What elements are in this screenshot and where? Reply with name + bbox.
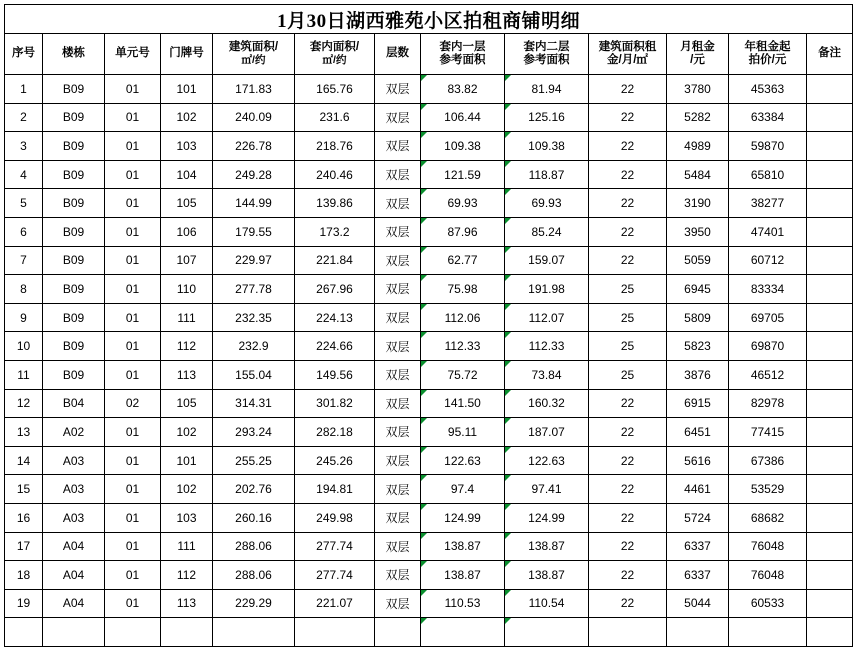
cell-gross-area[interactable]: 288.06 — [213, 561, 295, 590]
cell-door[interactable]: 101 — [161, 446, 213, 475]
column-header-unit: 单元号 — [105, 34, 161, 75]
cell-door[interactable]: 102 — [161, 103, 213, 132]
cell-remark[interactable] — [807, 75, 853, 104]
cell-annual-start-price[interactable]: 60712 — [729, 246, 807, 275]
cell-floors[interactable]: 双层 — [375, 303, 421, 332]
cell-rent-per-sqm[interactable]: 25 — [589, 360, 667, 389]
cell-floors[interactable]: 双层 — [375, 275, 421, 304]
cell-unit[interactable]: 01 — [105, 418, 161, 447]
cell-floor2-area[interactable]: 109.38 — [505, 132, 589, 161]
cell-unit[interactable]: 01 — [105, 589, 161, 618]
cell-building[interactable]: B09 — [43, 103, 105, 132]
cell-building[interactable]: A03 — [43, 475, 105, 504]
cell-monthly-rent[interactable]: 4989 — [667, 132, 729, 161]
cell-remark[interactable] — [807, 532, 853, 561]
cell-annual-start-price[interactable]: 38277 — [729, 189, 807, 218]
cell-unit[interactable]: 01 — [105, 217, 161, 246]
cell-seq[interactable]: 11 — [5, 360, 43, 389]
cell-floor1-area[interactable]: 121.59 — [421, 160, 505, 189]
cell-floor2-area[interactable]: 124.99 — [505, 503, 589, 532]
cell-annual-start-price[interactable]: 69705 — [729, 303, 807, 332]
cell-floor1-area[interactable]: 141.50 — [421, 389, 505, 418]
cell-rent-per-sqm[interactable]: 22 — [589, 189, 667, 218]
cell-inner-area[interactable]: 249.98 — [295, 503, 375, 532]
cell-door[interactable]: 103 — [161, 132, 213, 161]
cell-gross-area[interactable]: 226.78 — [213, 132, 295, 161]
cell-seq[interactable]: 15 — [5, 475, 43, 504]
cell-rent-per-sqm[interactable]: 22 — [589, 446, 667, 475]
column-header-building: 楼栋 — [43, 34, 105, 75]
cell-building[interactable]: A03 — [43, 446, 105, 475]
cell-floor1-area[interactable]: 97.4 — [421, 475, 505, 504]
cell-inner-area[interactable]: 240.46 — [295, 160, 375, 189]
cell-monthly-rent[interactable]: 5282 — [667, 103, 729, 132]
cell-floor1-area[interactable]: 138.87 — [421, 532, 505, 561]
cell-annual-start-price[interactable] — [729, 618, 807, 647]
cell-floor2-area[interactable]: 69.93 — [505, 189, 589, 218]
cell-rent-per-sqm[interactable]: 25 — [589, 275, 667, 304]
cell-floor1-area[interactable] — [421, 618, 505, 647]
cell-seq[interactable]: 5 — [5, 189, 43, 218]
table-row[interactable] — [5, 360, 853, 389]
cell-remark[interactable] — [807, 446, 853, 475]
cell-annual-start-price[interactable]: 53529 — [729, 475, 807, 504]
cell-inner-area[interactable]: 149.56 — [295, 360, 375, 389]
cell-inner-area[interactable]: 282.18 — [295, 418, 375, 447]
cell-rent-per-sqm[interactable] — [589, 618, 667, 647]
cell-gross-area[interactable]: 229.29 — [213, 589, 295, 618]
cell-inner-area[interactable]: 194.81 — [295, 475, 375, 504]
cell-building[interactable]: B09 — [43, 160, 105, 189]
cell-monthly-rent[interactable]: 4461 — [667, 475, 729, 504]
column-header-seq: 序号 — [5, 34, 43, 75]
page-title: 1月30日湖西雅苑小区拍租商铺明细 — [5, 5, 853, 34]
cell-annual-start-price[interactable]: 67386 — [729, 446, 807, 475]
cell-seq[interactable] — [5, 618, 43, 647]
cell-unit[interactable]: 01 — [105, 303, 161, 332]
cell-floors[interactable]: 双层 — [375, 503, 421, 532]
cell-inner-area[interactable]: 277.74 — [295, 532, 375, 561]
cell-floor1-area[interactable]: 109.38 — [421, 132, 505, 161]
cell-annual-start-price[interactable]: 68682 — [729, 503, 807, 532]
cell-annual-start-price[interactable]: 59870 — [729, 132, 807, 161]
cell-gross-area[interactable]: 293.24 — [213, 418, 295, 447]
cell-floors[interactable]: 双层 — [375, 332, 421, 361]
table-row[interactable] — [5, 503, 853, 532]
cell-seq[interactable]: 12 — [5, 389, 43, 418]
cell-unit[interactable]: 01 — [105, 446, 161, 475]
cell-building[interactable]: B09 — [43, 360, 105, 389]
cell-rent-per-sqm[interactable]: 22 — [589, 475, 667, 504]
cell-floor1-area[interactable]: 87.96 — [421, 217, 505, 246]
cell-remark[interactable] — [807, 132, 853, 161]
cell-seq[interactable]: 19 — [5, 589, 43, 618]
cell-inner-area[interactable]: 267.96 — [295, 275, 375, 304]
table-row[interactable] — [5, 103, 853, 132]
cell-remark[interactable] — [807, 360, 853, 389]
table-row[interactable] — [5, 303, 853, 332]
cell-annual-start-price[interactable]: 63384 — [729, 103, 807, 132]
cell-floor1-area[interactable]: 124.99 — [421, 503, 505, 532]
cell-remark[interactable] — [807, 332, 853, 361]
cell-floor1-area[interactable]: 75.72 — [421, 360, 505, 389]
cell-gross-area[interactable]: 255.25 — [213, 446, 295, 475]
rental-shops-table — [4, 4, 853, 647]
cell-monthly-rent[interactable]: 3876 — [667, 360, 729, 389]
cell-floor2-area[interactable]: 97.41 — [505, 475, 589, 504]
cell-inner-area[interactable]: 221.07 — [295, 589, 375, 618]
cell-floors[interactable]: 双层 — [375, 75, 421, 104]
cell-floors[interactable]: 双层 — [375, 189, 421, 218]
cell-building[interactable]: A03 — [43, 503, 105, 532]
table-row[interactable] — [5, 389, 853, 418]
table-title-row — [5, 5, 853, 34]
cell-floor1-area[interactable]: 83.82 — [421, 75, 505, 104]
cell-door[interactable]: 105 — [161, 389, 213, 418]
cell-rent-per-sqm[interactable]: 22 — [589, 132, 667, 161]
cell-seq[interactable]: 1 — [5, 75, 43, 104]
cell-annual-start-price[interactable]: 77415 — [729, 418, 807, 447]
cell-seq[interactable]: 2 — [5, 103, 43, 132]
cell-inner-area[interactable]: 301.82 — [295, 389, 375, 418]
column-header-inner-area: 套内面积/ ㎡/约 — [295, 34, 375, 75]
cell-floor1-area[interactable]: 112.06 — [421, 303, 505, 332]
table-row[interactable] — [5, 589, 853, 618]
cell-seq[interactable]: 9 — [5, 303, 43, 332]
cell-building[interactable] — [43, 618, 105, 647]
cell-unit[interactable]: 02 — [105, 389, 161, 418]
cell-building[interactable]: A02 — [43, 418, 105, 447]
cell-door[interactable]: 113 — [161, 360, 213, 389]
cell-monthly-rent[interactable]: 3780 — [667, 75, 729, 104]
cell-monthly-rent[interactable]: 6915 — [667, 389, 729, 418]
cell-floors[interactable] — [375, 618, 421, 647]
cell-annual-start-price[interactable]: 45363 — [729, 75, 807, 104]
cell-floor1-area[interactable]: 62.77 — [421, 246, 505, 275]
cell-floors[interactable]: 双层 — [375, 446, 421, 475]
cell-monthly-rent[interactable]: 5484 — [667, 160, 729, 189]
cell-floor2-area[interactable]: 187.07 — [505, 418, 589, 447]
cell-unit[interactable] — [105, 618, 161, 647]
table-row[interactable] — [5, 189, 853, 218]
cell-unit[interactable]: 01 — [105, 360, 161, 389]
cell-unit[interactable]: 01 — [105, 275, 161, 304]
cell-door[interactable]: 104 — [161, 160, 213, 189]
table-row[interactable] — [5, 160, 853, 189]
cell-building[interactable]: B09 — [43, 303, 105, 332]
cell-inner-area[interactable]: 139.86 — [295, 189, 375, 218]
cell-remark[interactable] — [807, 418, 853, 447]
cell-gross-area[interactable] — [213, 618, 295, 647]
table-row[interactable] — [5, 275, 853, 304]
cell-unit[interactable]: 01 — [105, 503, 161, 532]
cell-monthly-rent[interactable]: 5724 — [667, 503, 729, 532]
cell-rent-per-sqm[interactable]: 22 — [589, 589, 667, 618]
cell-floor1-area[interactable]: 95.11 — [421, 418, 505, 447]
cell-floors[interactable]: 双层 — [375, 532, 421, 561]
cell-door[interactable] — [161, 618, 213, 647]
table-row[interactable] — [5, 332, 853, 361]
cell-floors[interactable]: 双层 — [375, 360, 421, 389]
cell-floor1-area[interactable]: 75.98 — [421, 275, 505, 304]
cell-gross-area[interactable]: 202.76 — [213, 475, 295, 504]
cell-seq[interactable]: 3 — [5, 132, 43, 161]
cell-gross-area[interactable]: 277.78 — [213, 275, 295, 304]
cell-floor2-area[interactable]: 122.63 — [505, 446, 589, 475]
column-header-annual-start-price: 年租金起 拍价/元 — [729, 34, 807, 75]
column-header-floor1-area: 套内一层 参考面积 — [421, 34, 505, 75]
cell-monthly-rent[interactable]: 3950 — [667, 217, 729, 246]
cell-seq[interactable]: 18 — [5, 561, 43, 590]
cell-remark[interactable] — [807, 303, 853, 332]
cell-gross-area[interactable]: 232.35 — [213, 303, 295, 332]
cell-unit[interactable]: 01 — [105, 75, 161, 104]
cell-floor2-area[interactable]: 112.33 — [505, 332, 589, 361]
column-header-gross-area: 建筑面积/ ㎡/约 — [213, 34, 295, 75]
cell-floor1-area[interactable]: 122.63 — [421, 446, 505, 475]
cell-floor1-area[interactable]: 106.44 — [421, 103, 505, 132]
cell-gross-area[interactable]: 249.28 — [213, 160, 295, 189]
cell-inner-area[interactable]: 277.74 — [295, 561, 375, 590]
cell-remark[interactable] — [807, 275, 853, 304]
cell-unit[interactable]: 01 — [105, 475, 161, 504]
cell-gross-area[interactable]: 179.55 — [213, 217, 295, 246]
cell-floors[interactable]: 双层 — [375, 389, 421, 418]
cell-monthly-rent[interactable]: 5809 — [667, 303, 729, 332]
table-header-row — [5, 34, 853, 75]
table-row[interactable] — [5, 246, 853, 275]
table-row[interactable] — [5, 561, 853, 590]
cell-seq[interactable]: 8 — [5, 275, 43, 304]
cell-annual-start-price[interactable]: 69870 — [729, 332, 807, 361]
cell-floor2-area[interactable]: 73.84 — [505, 360, 589, 389]
cell-rent-per-sqm[interactable]: 22 — [589, 103, 667, 132]
cell-unit[interactable]: 01 — [105, 532, 161, 561]
cell-rent-per-sqm[interactable]: 22 — [589, 246, 667, 275]
column-header-rent-per-sqm: 建筑面积租 金/月/㎡ — [589, 34, 667, 75]
cell-inner-area[interactable] — [295, 618, 375, 647]
cell-floor2-area[interactable]: 160.32 — [505, 389, 589, 418]
cell-door[interactable]: 112 — [161, 332, 213, 361]
cell-seq[interactable]: 7 — [5, 246, 43, 275]
cell-monthly-rent[interactable]: 6337 — [667, 532, 729, 561]
cell-unit[interactable]: 01 — [105, 561, 161, 590]
cell-building[interactable]: B09 — [43, 275, 105, 304]
cell-floors[interactable]: 双层 — [375, 589, 421, 618]
cell-floor2-area[interactable]: 138.87 — [505, 532, 589, 561]
cell-gross-area[interactable]: 232.9 — [213, 332, 295, 361]
cell-floor2-area[interactable]: 118.87 — [505, 160, 589, 189]
cell-floor1-area[interactable]: 112.33 — [421, 332, 505, 361]
cell-floor2-area[interactable]: 125.16 — [505, 103, 589, 132]
cell-seq[interactable]: 14 — [5, 446, 43, 475]
cell-rent-per-sqm[interactable]: 22 — [589, 418, 667, 447]
cell-rent-per-sqm[interactable]: 22 — [589, 503, 667, 532]
cell-gross-area[interactable]: 288.06 — [213, 532, 295, 561]
cell-door[interactable]: 106 — [161, 217, 213, 246]
cell-monthly-rent[interactable]: 6337 — [667, 561, 729, 590]
cell-door[interactable]: 101 — [161, 75, 213, 104]
cell-gross-area[interactable]: 155.04 — [213, 360, 295, 389]
cell-seq[interactable]: 16 — [5, 503, 43, 532]
cell-floor2-area[interactable]: 159.07 — [505, 246, 589, 275]
cell-monthly-rent[interactable]: 5044 — [667, 589, 729, 618]
cell-seq[interactable]: 4 — [5, 160, 43, 189]
cell-monthly-rent[interactable]: 3190 — [667, 189, 729, 218]
table-row[interactable] — [5, 475, 853, 504]
cell-gross-area[interactable]: 229.97 — [213, 246, 295, 275]
cell-door[interactable]: 110 — [161, 275, 213, 304]
cell-building[interactable]: B09 — [43, 189, 105, 218]
cell-floor2-area[interactable]: 138.87 — [505, 561, 589, 590]
cell-floor1-area[interactable]: 110.53 — [421, 589, 505, 618]
cell-door[interactable]: 111 — [161, 303, 213, 332]
column-header-monthly-rent: 月租金 /元 — [667, 34, 729, 75]
table-row[interactable] — [5, 618, 853, 647]
cell-inner-area[interactable]: 221.84 — [295, 246, 375, 275]
cell-floors[interactable]: 双层 — [375, 418, 421, 447]
cell-unit[interactable]: 01 — [105, 160, 161, 189]
cell-unit[interactable]: 01 — [105, 332, 161, 361]
cell-door[interactable]: 105 — [161, 189, 213, 218]
cell-seq[interactable]: 6 — [5, 217, 43, 246]
cell-unit[interactable]: 01 — [105, 189, 161, 218]
column-header-floors: 层数 — [375, 34, 421, 75]
table-row[interactable] — [5, 418, 853, 447]
cell-inner-area[interactable]: 173.2 — [295, 217, 375, 246]
cell-floor2-area[interactable]: 112.07 — [505, 303, 589, 332]
cell-monthly-rent[interactable]: 6451 — [667, 418, 729, 447]
cell-door[interactable]: 102 — [161, 418, 213, 447]
table-row[interactable] — [5, 532, 853, 561]
cell-annual-start-price[interactable]: 46512 — [729, 360, 807, 389]
cell-annual-start-price[interactable]: 65810 — [729, 160, 807, 189]
cell-inner-area[interactable]: 224.66 — [295, 332, 375, 361]
column-header-remark: 备注 — [807, 34, 853, 75]
cell-rent-per-sqm[interactable]: 22 — [589, 561, 667, 590]
cell-remark[interactable] — [807, 189, 853, 218]
cell-remark[interactable] — [807, 103, 853, 132]
cell-annual-start-price[interactable]: 76048 — [729, 561, 807, 590]
cell-door[interactable]: 112 — [161, 561, 213, 590]
cell-annual-start-price[interactable]: 60533 — [729, 589, 807, 618]
cell-gross-area[interactable]: 260.16 — [213, 503, 295, 532]
cell-building[interactable]: B09 — [43, 217, 105, 246]
cell-unit[interactable]: 01 — [105, 246, 161, 275]
cell-remark[interactable] — [807, 246, 853, 275]
table-row[interactable] — [5, 446, 853, 475]
cell-seq[interactable]: 10 — [5, 332, 43, 361]
cell-floor2-area[interactable]: 110.54 — [505, 589, 589, 618]
cell-monthly-rent[interactable]: 5059 — [667, 246, 729, 275]
cell-building[interactable]: B09 — [43, 75, 105, 104]
cell-building[interactable]: B09 — [43, 332, 105, 361]
cell-floors[interactable]: 双层 — [375, 246, 421, 275]
cell-inner-area[interactable]: 224.13 — [295, 303, 375, 332]
cell-annual-start-price[interactable]: 82978 — [729, 389, 807, 418]
cell-door[interactable]: 102 — [161, 475, 213, 504]
cell-unit[interactable]: 01 — [105, 103, 161, 132]
cell-annual-start-price[interactable]: 76048 — [729, 532, 807, 561]
cell-remark[interactable] — [807, 389, 853, 418]
cell-gross-area[interactable]: 171.83 — [213, 75, 295, 104]
cell-unit[interactable]: 01 — [105, 132, 161, 161]
cell-rent-per-sqm[interactable]: 22 — [589, 532, 667, 561]
cell-rent-per-sqm[interactable]: 25 — [589, 303, 667, 332]
table-row[interactable] — [5, 75, 853, 104]
cell-annual-start-price[interactable]: 83334 — [729, 275, 807, 304]
cell-monthly-rent[interactable]: 6945 — [667, 275, 729, 304]
cell-rent-per-sqm[interactable]: 22 — [589, 160, 667, 189]
cell-inner-area[interactable]: 231.6 — [295, 103, 375, 132]
cell-gross-area[interactable]: 144.99 — [213, 189, 295, 218]
cell-remark[interactable] — [807, 561, 853, 590]
cell-floors[interactable]: 双层 — [375, 561, 421, 590]
cell-floors[interactable]: 双层 — [375, 475, 421, 504]
cell-door[interactable]: 107 — [161, 246, 213, 275]
cell-rent-per-sqm[interactable]: 22 — [589, 217, 667, 246]
cell-door[interactable]: 103 — [161, 503, 213, 532]
cell-door[interactable]: 113 — [161, 589, 213, 618]
cell-building[interactable]: B04 — [43, 389, 105, 418]
cell-rent-per-sqm[interactable]: 25 — [589, 332, 667, 361]
cell-monthly-rent[interactable]: 5823 — [667, 332, 729, 361]
table-row[interactable] — [5, 132, 853, 161]
cell-inner-area[interactable]: 245.26 — [295, 446, 375, 475]
cell-annual-start-price[interactable]: 47401 — [729, 217, 807, 246]
cell-rent-per-sqm[interactable]: 22 — [589, 75, 667, 104]
column-header-door: 门牌号 — [161, 34, 213, 75]
cell-remark[interactable] — [807, 503, 853, 532]
cell-floors[interactable]: 双层 — [375, 160, 421, 189]
cell-floors[interactable]: 双层 — [375, 103, 421, 132]
cell-remark[interactable] — [807, 160, 853, 189]
cell-remark[interactable] — [807, 618, 853, 647]
cell-floor2-area[interactable] — [505, 618, 589, 647]
cell-remark[interactable] — [807, 475, 853, 504]
cell-building[interactable]: A04 — [43, 561, 105, 590]
cell-floor1-area[interactable]: 138.87 — [421, 561, 505, 590]
cell-building[interactable]: B09 — [43, 246, 105, 275]
cell-remark[interactable] — [807, 217, 853, 246]
cell-inner-area[interactable]: 218.76 — [295, 132, 375, 161]
cell-floor2-area[interactable]: 85.24 — [505, 217, 589, 246]
cell-monthly-rent[interactable]: 5616 — [667, 446, 729, 475]
cell-gross-area[interactable]: 240.09 — [213, 103, 295, 132]
cell-gross-area[interactable]: 314.31 — [213, 389, 295, 418]
cell-building[interactable]: A04 — [43, 532, 105, 561]
table-row[interactable] — [5, 217, 853, 246]
cell-remark[interactable] — [807, 589, 853, 618]
cell-floor1-area[interactable]: 69.93 — [421, 189, 505, 218]
cell-building[interactable]: A04 — [43, 589, 105, 618]
cell-building[interactable]: B09 — [43, 132, 105, 161]
cell-floors[interactable]: 双层 — [375, 132, 421, 161]
cell-door[interactable]: 111 — [161, 532, 213, 561]
cell-monthly-rent[interactable] — [667, 618, 729, 647]
cell-floors[interactable]: 双层 — [375, 217, 421, 246]
cell-seq[interactable]: 13 — [5, 418, 43, 447]
column-header-floor2-area: 套内二层 参考面积 — [505, 34, 589, 75]
cell-rent-per-sqm[interactable]: 22 — [589, 389, 667, 418]
cell-seq[interactable]: 17 — [5, 532, 43, 561]
cell-floor2-area[interactable]: 191.98 — [505, 275, 589, 304]
cell-floor2-area[interactable]: 81.94 — [505, 75, 589, 104]
cell-inner-area[interactable]: 165.76 — [295, 75, 375, 104]
